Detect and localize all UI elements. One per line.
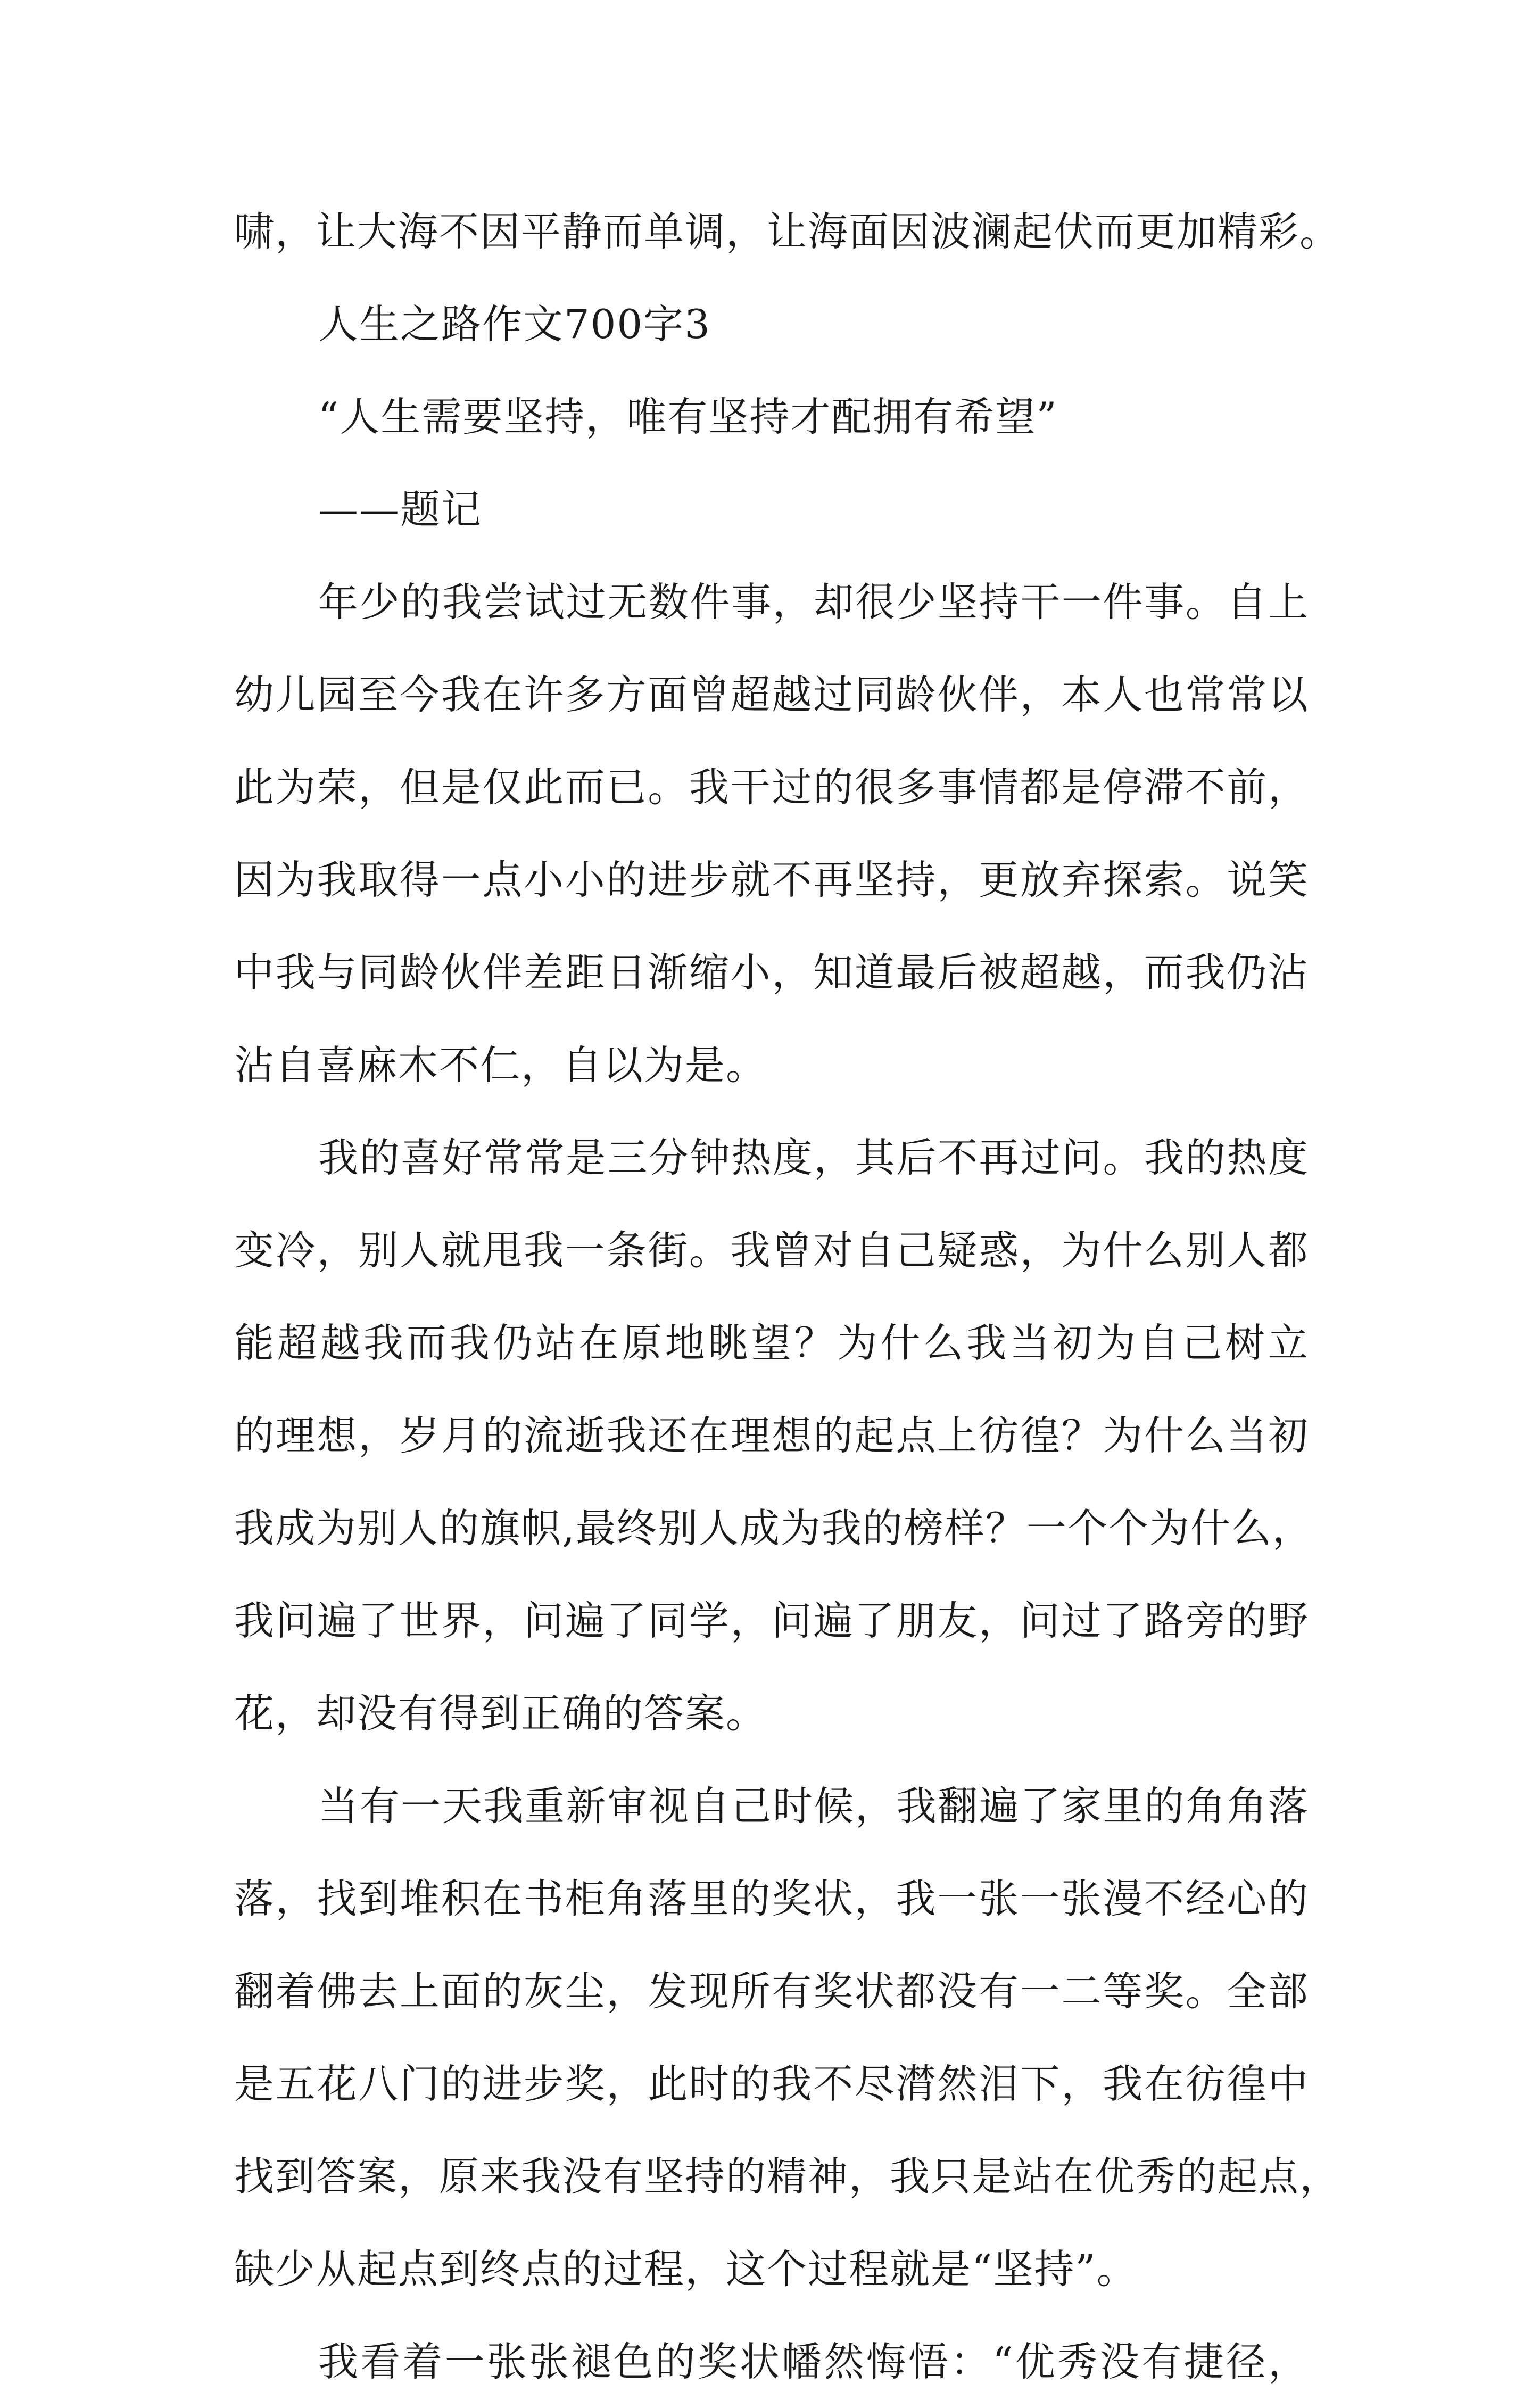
text-line: 我看着一张张褪色的奖状幡然悔悟：“优秀没有捷径， <box>318 2338 1309 2385</box>
text-line: 是五花八门的进步奖，此时的我不尽潸然泪下，我在彷徨中 <box>234 2060 1309 2107</box>
text-line: 变冷，别人就甩我一条街。我曾对自己疑惑，为什么别人都 <box>234 1227 1309 1274</box>
text-line: 能超越我而我仍站在原地眺望？为什么我当初为自己树立 <box>234 1320 1309 1366</box>
text-line: 翻着佛去上面的灰尘，发现所有奖状都没有一二等奖。全部 <box>234 1968 1309 2015</box>
essay-body <box>234 185 1341 2408</box>
text-line: 我问遍了世界，问遍了同学，问遍了朋友，问过了路旁的野 <box>234 1597 1309 1644</box>
text-line: 当有一天我重新审视自己时候，我翻遍了家里的角角落 <box>318 1783 1309 1829</box>
text-line: 中我与同龄伙伴差距日渐缩小，知道最后被超越，而我仍沾 <box>234 949 1309 996</box>
text-line: 落，找到堆积在书柜角落里的奖状，我一张一张漫不经心的 <box>234 1875 1309 1922</box>
text-line: 年少的我尝试过无数件事，却很少坚持干一件事。自上 <box>318 579 1309 625</box>
text-line: 缺少从起点到终点的过程，这个过程就是“坚持”。 <box>234 2246 1138 2292</box>
text-line: 幼儿园至今我在许多方面曾超越过同龄伙伴，本人也常常以 <box>234 671 1309 718</box>
text-line: 我成为别人的旗帜,最终别人成为我的榜样？一个个为什么， <box>234 1505 1313 1552</box>
text-line: 此为荣，但是仅此而已。我干过的很多事情都是停滞不前， <box>234 764 1309 811</box>
essay-heading: 人生之路作文700字3 <box>318 301 711 348</box>
text-line: 找到答案，原来我没有坚持的精神，我只是站在优秀的起点， <box>234 2153 1341 2200</box>
text-line: 的理想，岁月的流逝我还在理想的起点上彷徨？为什么当初 <box>234 1412 1309 1459</box>
epigraph-attribution: ——题记 <box>318 486 483 533</box>
text-line: 花，却没有得到正确的答案。 <box>234 1690 767 1737</box>
text-line: 啸，让大海不因平静而单调，让海面因波澜起伏而更加精彩。 <box>234 208 1341 255</box>
text-line: 沾自喜麻木不仁，自以为是。 <box>234 1042 767 1088</box>
epigraph-quote: “人生需要坚持，唯有坚持才配拥有希望” <box>318 393 1058 440</box>
text-line: 因为我取得一点小小的进步就不再坚持，更放弃探索。说笑 <box>234 856 1309 903</box>
text-line: 我的喜好常常是三分钟热度，其后不再过问。我的热度 <box>318 1134 1309 1181</box>
